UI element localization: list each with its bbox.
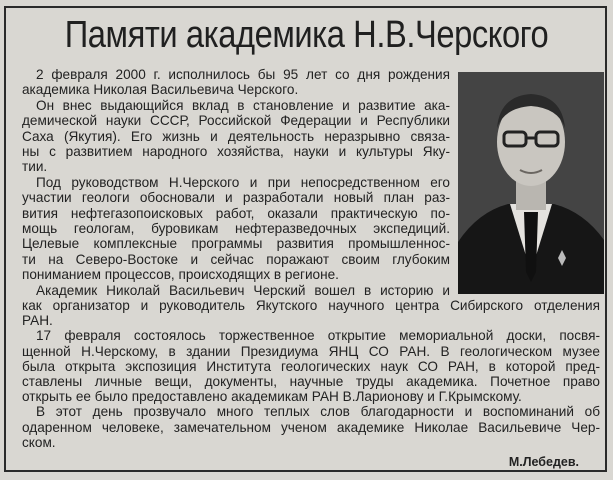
- text-line: РАН.: [22, 313, 53, 329]
- text-line: Под руководством Н.Черского и при непосредственном его: [36, 174, 450, 190]
- text-line: Академик Николай Васильевич Черский вошел в историю и: [36, 282, 450, 298]
- text-line: ны с развитием народного хозяйства, науки и культуры Яку-: [22, 144, 450, 159]
- text-line: Саха (Якутия). Его жизнь и деятельность неразрывно связа-: [22, 128, 450, 144]
- text-line: ском.: [22, 434, 56, 450]
- portrait-photo: [458, 72, 604, 294]
- text-line: ставлены личные вещи, документы, научные труды академика. Почетное право: [22, 374, 600, 389]
- text-line: мощь геологам, буровикам нефтеразведочных экспедиций.: [22, 221, 450, 236]
- text-line: 2 февраля 2000 г. исполнилось бы 95 лет со дня рождения: [36, 67, 450, 82]
- author-signature: М.Лебедев.: [508, 455, 579, 469]
- text-line: открыть ее было предоставлено академикам РАН В.Ларионову и Г.Крымскому.: [22, 389, 522, 405]
- text-line: одаренном человеке, замечательном ученом академике Николае Васильевиче Чер-: [22, 419, 600, 435]
- text-line: участии геологи обосновали и разработали новый план раз-: [22, 190, 450, 206]
- text-line: академика Николая Васильевича Черского.: [22, 82, 299, 98]
- text-line: 17 февраля состоялось торжественное открытие мемориальной доски, посвя-: [36, 328, 600, 344]
- text-line: Он внес выдающийся вклад в становление и развитие ака-: [36, 97, 450, 113]
- portrait-image: [458, 72, 604, 294]
- text-line: была открыта экспозиция Института геологических наук СО РАН, в которой пред-: [22, 358, 600, 374]
- article-title: Памяти академика Н.В.Черского: [64, 14, 549, 56]
- text-line: В этот день прозвучало много теплых слов благодарности и воспоминаний об: [36, 404, 600, 420]
- text-line: тии.: [22, 159, 48, 175]
- text-line: щенной Н.Черскому, в здании Президиума ЯНЦ СО РАН. В геологическом музее: [22, 343, 600, 359]
- text-line: Целевые комплексные программы развития промышленнос-: [22, 236, 450, 252]
- text-line: пониманием процессов, происходящих в регионе.: [22, 267, 339, 283]
- text-line: вития нефтегазопоисковых работ, оказали практическую по-: [22, 205, 450, 221]
- text-line: ти на Северо-Востоке и сейчас поражают своим глубоким: [22, 251, 450, 267]
- text-line: демической науки СССР, Российской Федерации и Республики: [22, 113, 450, 129]
- text-line: как организатор и руководитель Якутского научного центра Сибирского отделения: [22, 298, 600, 313]
